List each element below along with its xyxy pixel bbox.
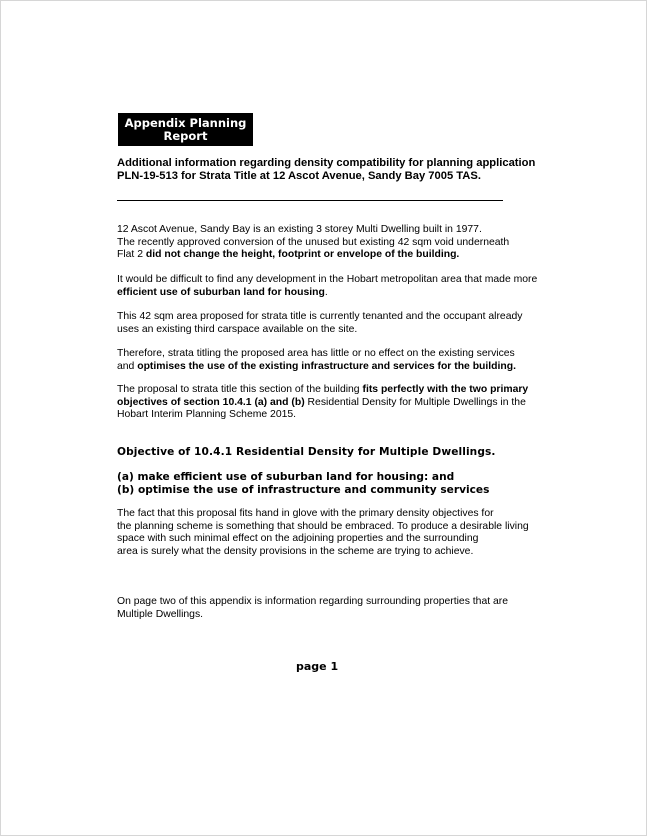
paragraph-conclusion xyxy=(117,508,547,558)
p3-line-2: uses an existing third carspace available on the site. xyxy=(117,323,358,335)
p5-line-1-plain: The proposal to strata title this section of the building xyxy=(117,384,363,395)
p7-line-2: Multiple Dwellings. xyxy=(117,608,204,620)
p5-line-2-bold: objectives of section 10.4.1 (a) and (b) xyxy=(117,396,305,408)
p5-line-3: Hobart Interim Planning Scheme 2015. xyxy=(117,409,297,421)
p2-line-2-bold: efficient use of suburban land for housing xyxy=(117,286,325,298)
heading-divider xyxy=(117,200,503,201)
p5-line-1 xyxy=(117,384,547,397)
heading-line-2: PLN-19-513 for Strata Title at 12 Ascot Avenue, Sandy Bay 7005 TAS. xyxy=(117,170,481,182)
appendix-title-line-1: Appendix Planning xyxy=(124,116,247,130)
p2-line-1: It would be difficult to find any development in the Hobart metropolitan area that made more xyxy=(117,274,538,285)
p3-line-1: This 42 sqm area proposed for strata title is currently tenanted and the occupant already xyxy=(117,311,523,322)
p6-line-2: the planning scheme is something that should be embraced. To produce a desirable living xyxy=(117,520,529,532)
paragraph-page-two-note xyxy=(117,596,547,621)
objective-item-b: (b) optimise the use of infrastructure and community services xyxy=(117,484,490,496)
p4-line-2 xyxy=(117,361,547,374)
objective-list xyxy=(117,471,489,497)
p4-line-2-bold: optimises the use of the existing infrastructure and services for the building. xyxy=(137,360,516,372)
paragraph-building-description xyxy=(117,224,547,262)
p4-line-2-plain: and xyxy=(117,360,138,372)
p1-line-3-plain: Flat 2 xyxy=(117,249,146,261)
page-number: page 1 xyxy=(296,660,339,673)
p7-line-1: On page two of this appendix is information regarding surrounding properties that are xyxy=(117,596,509,607)
p4-line-1: Therefore, strata titling the proposed area has little or no effect on the existing services xyxy=(117,348,515,359)
objective-item-a: (a) make efficient use of suburban land for housing: and xyxy=(117,471,455,483)
p5-line-2 xyxy=(117,397,547,410)
paragraph-objectives-fit xyxy=(117,384,547,422)
p5-line-1-bold: fits perfectly with the two primary xyxy=(362,384,529,395)
p1-line-1: 12 Ascot Avenue, Sandy Bay is an existing 3 storey Multi Dwelling built in 1977. xyxy=(117,224,482,235)
paragraph-tenancy xyxy=(117,311,547,336)
heading-line-1: Additional information regarding density compatibility for planning application xyxy=(117,157,536,169)
p6-line-1: The fact that this proposal fits hand in glove with the primary density objectives for xyxy=(117,508,494,519)
appendix-title-line-2: Report xyxy=(163,129,208,143)
p1-line-3 xyxy=(117,249,547,262)
p6-line-3: space with such minimal effect on the adjoining properties and the surrounding xyxy=(117,533,479,545)
document-heading xyxy=(117,157,537,183)
objective-heading: Objective of 10.4.1 Residential Density for Multiple Dwellings. xyxy=(117,446,496,458)
p2-line-2-plain: . xyxy=(324,286,328,298)
paragraph-services xyxy=(117,348,547,373)
appendix-title-box xyxy=(118,113,253,146)
p1-line-2: The recently approved conversion of the unused but existing 42 sqm void underneath xyxy=(117,236,510,248)
p1-line-3-bold: did not change the height, footprint or envelope of the building. xyxy=(145,249,460,261)
p6-line-4: area is surely what the density provisions in the scheme are trying to achieve. xyxy=(117,545,474,557)
paragraph-efficient-use xyxy=(117,274,547,299)
p2-line-2 xyxy=(117,287,547,300)
p5-line-2-plain: Residential Density for Multiple Dwellings in the xyxy=(304,396,526,408)
